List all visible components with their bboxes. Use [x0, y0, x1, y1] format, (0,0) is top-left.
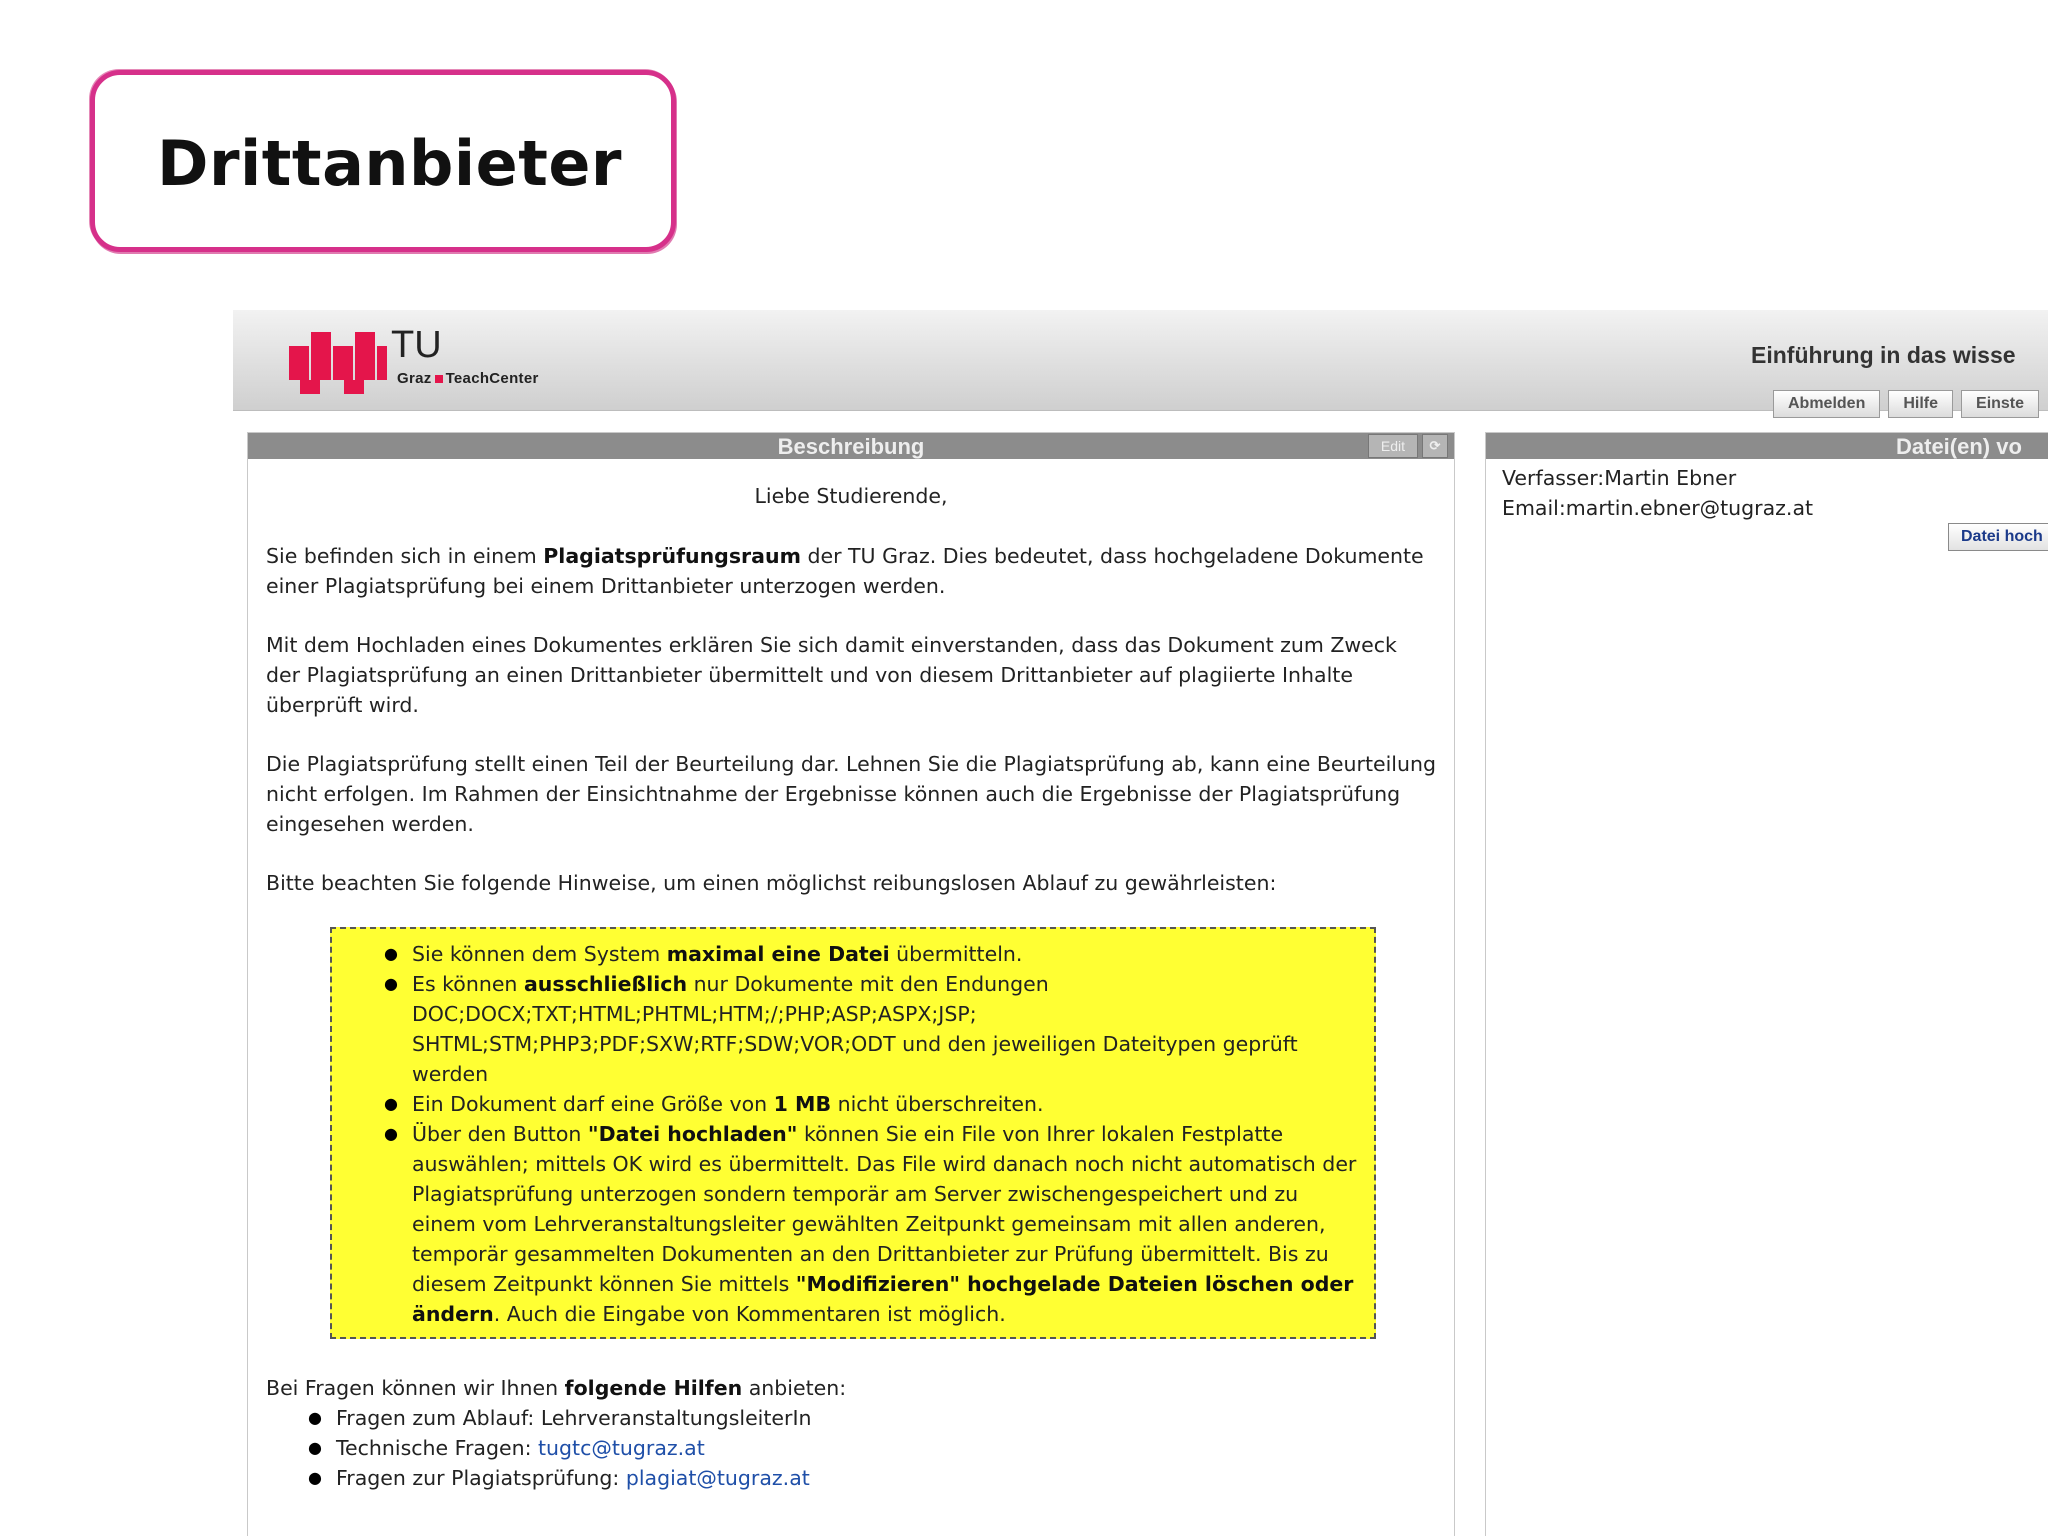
- intro-paragraph: Sie befinden sich in einem Plagiatsprüfungsraum der TU Graz. Dies bedeutet, dass hochgeladene Dokumente einer Plagiatsprüfung bei einem Drittanbieter unterzogen werden.: [266, 544, 1424, 598]
- hint-item: ● Es können ausschließlich nur Dokumente mit den Endungen DOC;DOCX;TXT;HTML;PHTML;HTM;/;PHP;ASP;ASPX;JSP; SHTML;STM;PHP3;PDF;SXW;RTF;SDW;VOR;ODT und den jeweiligen Dateitypen geprüft werden: [412, 969, 1364, 1089]
- refresh-icon[interactable]: ⟳: [1422, 434, 1448, 458]
- hint-item: ● Sie können dem System maximal eine Datei übermitteln.: [412, 939, 1364, 969]
- description-content: [248, 459, 1454, 1493]
- settings-button[interactable]: Einste: [1961, 390, 2039, 418]
- upload-file-button[interactable]: Datei hoch: [1948, 523, 2048, 551]
- tu-graz-logo[interactable]: [289, 324, 579, 394]
- tech-support-email-link[interactable]: tugtc@tugraz.at: [538, 1436, 705, 1460]
- help-intro: Bei Fragen können wir Ihnen folgende Hilfen anbieten:: [266, 1376, 847, 1400]
- top-nav: [1773, 390, 2039, 418]
- greeting: Liebe Studierende,: [754, 484, 948, 508]
- hint-item: ● Über den Button "Datei hochladen" können Sie ein File von Ihrer lokalen Festplatte auswählen; mittels OK wird es übermittelt. Das File wird danach noch nicht automatisch der Plagiatsprüfung unterzogen sondern temporär am Server zwischengespeichert und zu einem vom Lehrveranstaltungsleiter gewählten Zeitpunkt gemeinsam mit allen anderen, temporär gesammelten Dokumenten an den Drittanbieter zur Prüfung übermittelt. Bis zu diesem Zeitpunkt können Sie mittels "Modifizieren" hochgelade Dateien löschen oder ändern. Auch die Eingabe von Kommentaren ist möglich.: [412, 1119, 1364, 1329]
- help-item-technical: ● Technische Fragen: tugtc@tugraz.at: [336, 1433, 1436, 1463]
- logo-dot-icon: [435, 375, 443, 383]
- author-email: Email:martin.ebner@tugraz.at: [1502, 496, 1814, 520]
- logout-button[interactable]: Abmelden: [1773, 390, 1880, 418]
- help-list: [266, 1403, 1436, 1493]
- hint-item: ● Ein Dokument darf eine Größe von 1 MB nicht überschreiten.: [412, 1089, 1364, 1119]
- edit-controls: [1368, 434, 1448, 458]
- files-panel: [1485, 432, 2048, 1536]
- assessment-paragraph: Die Plagiatsprüfung stellt einen Teil der Beurteilung dar. Lehnen Sie die Plagiatsprüfung ab, kann eine Beurteilung nicht erfolgen. Im Rahmen der Einsichtnahme der Ergebnisse können auch die Ergebnisse der Plagiatsprüfung eingesehen werden.: [266, 752, 1436, 836]
- logo-subtitle: Graz TeachCenter: [397, 370, 539, 387]
- slide-title-box: [90, 70, 676, 252]
- files-panel-header: [1486, 433, 2048, 459]
- consent-paragraph: Mit dem Hochladen eines Dokumentes erklären Sie sich damit einverstanden, dass das Dokument zum Zweck der Plagiatsprüfung an einen Drittanbieter übermittelt und von diesem Drittanbieter auf plagiierte Inhalte überprüft wird.: [266, 633, 1397, 717]
- hints-box: [330, 927, 1376, 1339]
- help-item-process: ● Fragen zum Ablauf: LehrveranstaltungsleiterIn: [336, 1403, 1436, 1433]
- slide-title: Drittanbieter: [157, 127, 622, 200]
- hints-intro: Bitte beachten Sie folgende Hinweise, um einen möglichst reibungslosen Ablauf zu gewährleisten:: [266, 871, 1277, 895]
- description-heading: Beschreibung: [777, 434, 925, 459]
- description-panel: [247, 432, 1455, 1536]
- edit-button[interactable]: Edit: [1368, 434, 1418, 458]
- plagiarism-email-link[interactable]: plagiat@tugraz.at: [625, 1466, 810, 1490]
- description-panel-header: [248, 433, 1454, 459]
- author-info: [1486, 459, 2048, 527]
- author-name: Verfasser:Martin Ebner: [1502, 466, 1737, 490]
- files-heading: Datei(en) vo: [1896, 434, 2022, 459]
- teachcenter-screenshot: [233, 310, 2048, 1536]
- help-button[interactable]: Hilfe: [1888, 390, 1953, 418]
- help-item-plagiarism: ● Fragen zur Plagiatsprüfung: plagiat@tugraz.at: [336, 1463, 1436, 1493]
- header-bar: [233, 310, 2048, 411]
- logo-tu-text: TU: [391, 324, 442, 366]
- course-title: Einführung in das wisse: [1751, 342, 2016, 368]
